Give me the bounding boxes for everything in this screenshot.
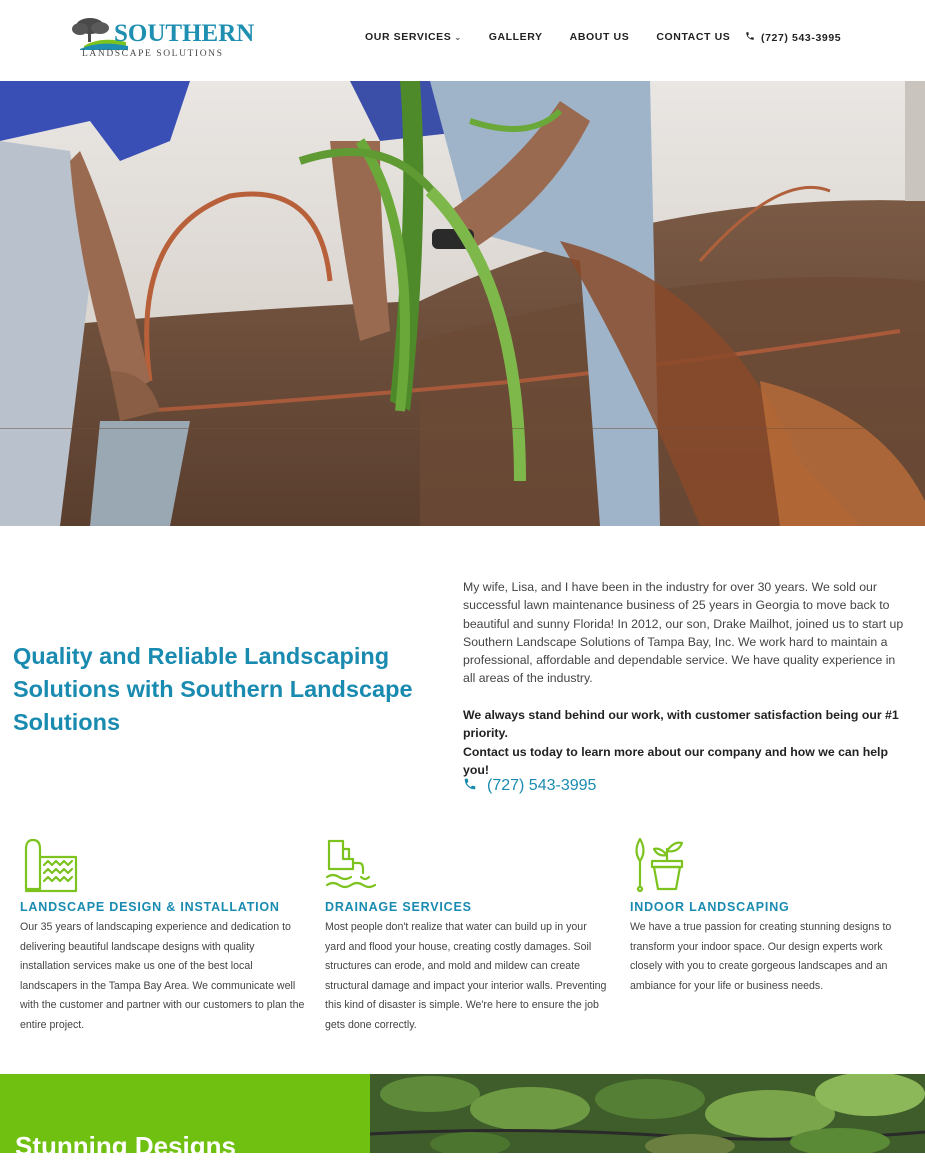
chevron-down-icon: ⌄: [454, 33, 462, 42]
service-description: We have a true passion for creating stunning designs to transform your indoor space. Our design experts work closely with you to create gorgeous landscapes and an ambiance for your life or business needs.: [630, 921, 892, 992]
service-card-indoor-landscaping: [630, 835, 915, 996]
service-title: LANDSCAPE DESIGN & INSTALLATION: [20, 900, 280, 914]
logo-tagline: LANDSCAPE SOLUTIONS: [82, 49, 224, 59]
intro-highlight-line-1: We always stand behind our work, with customer satisfaction being our #1 priority.: [463, 708, 899, 741]
site-header: [0, 0, 925, 82]
nav-item-contact-us[interactable]: CONTACT US: [656, 31, 731, 43]
service-card-landscape-design: [20, 835, 305, 1036]
intro-phone-text: (727) 543-3995: [487, 777, 597, 794]
nav-item-label: OUR SERVICES: [365, 31, 452, 43]
landscape-design-icon: [20, 835, 305, 893]
intro-paragraph-text: My wife, Lisa, and I have been in the industry for over 30 years. We sold our successful lawn maintenance business of 25 years in Georgia to move back to beautiful and sunny Florida! In 2012, our son, Drake Mailhot, joined us to start up Southern Landscape Solutions of Tampa Bay, Inc. We work hard to maintain a professional, affordable and dependable service. We have quality experience in all areas of the industry.: [463, 580, 904, 686]
hero-image: [0, 81, 925, 526]
garden-photo: [370, 1074, 925, 1153]
logo[interactable]: [70, 16, 255, 62]
phone-icon: [463, 777, 477, 791]
intro-highlight: [463, 706, 908, 779]
service-title: INDOOR LANDSCAPING: [630, 900, 790, 914]
intro-heading: Quality and Reliable Landscaping Solutions with Southern Landscape Solutions: [13, 643, 413, 735]
nav-item-about-us[interactable]: ABOUT US: [569, 31, 630, 43]
service-title: DRAINAGE SERVICES: [325, 900, 472, 914]
nav-phone-link[interactable]: [745, 31, 841, 44]
phone-icon: [745, 31, 755, 41]
main-nav: [365, 31, 757, 43]
indoor-plant-icon: [630, 835, 915, 893]
service-description: Most people don't realize that water can build up in your yard and flood your house, creating costly damages. Soil structures can erode, and mold and mildew can create structural damage and impact your interior walls. Preventing this kind of disaster is simple. We're here to ensure the job gets done correctly.: [325, 921, 607, 1031]
nav-item-our-services[interactable]: [365, 31, 462, 43]
bottom-heading: Stunning Designs: [15, 1131, 236, 1161]
intro-phone-link[interactable]: [463, 777, 596, 795]
intro-highlight-line-2: Contact us today to learn more about our company and how we can help you!: [463, 744, 888, 777]
drainage-icon: [325, 835, 610, 893]
service-card-drainage: [325, 835, 610, 1036]
logo-wordmark: SOUTHERN: [114, 20, 255, 47]
intro-paragraph: [463, 578, 908, 688]
service-description: Our 35 years of landscaping experience and dedication to delivering beautiful landscape designs with quality installation services make us one of the best local landscapers in the Tampa Bay Area. We communicate well with the customer and partner with our customers to plan the entire project.: [20, 921, 305, 1031]
nav-item-gallery[interactable]: GALLERY: [488, 31, 543, 43]
nav-phone-text: (727) 543-3995: [761, 32, 842, 44]
